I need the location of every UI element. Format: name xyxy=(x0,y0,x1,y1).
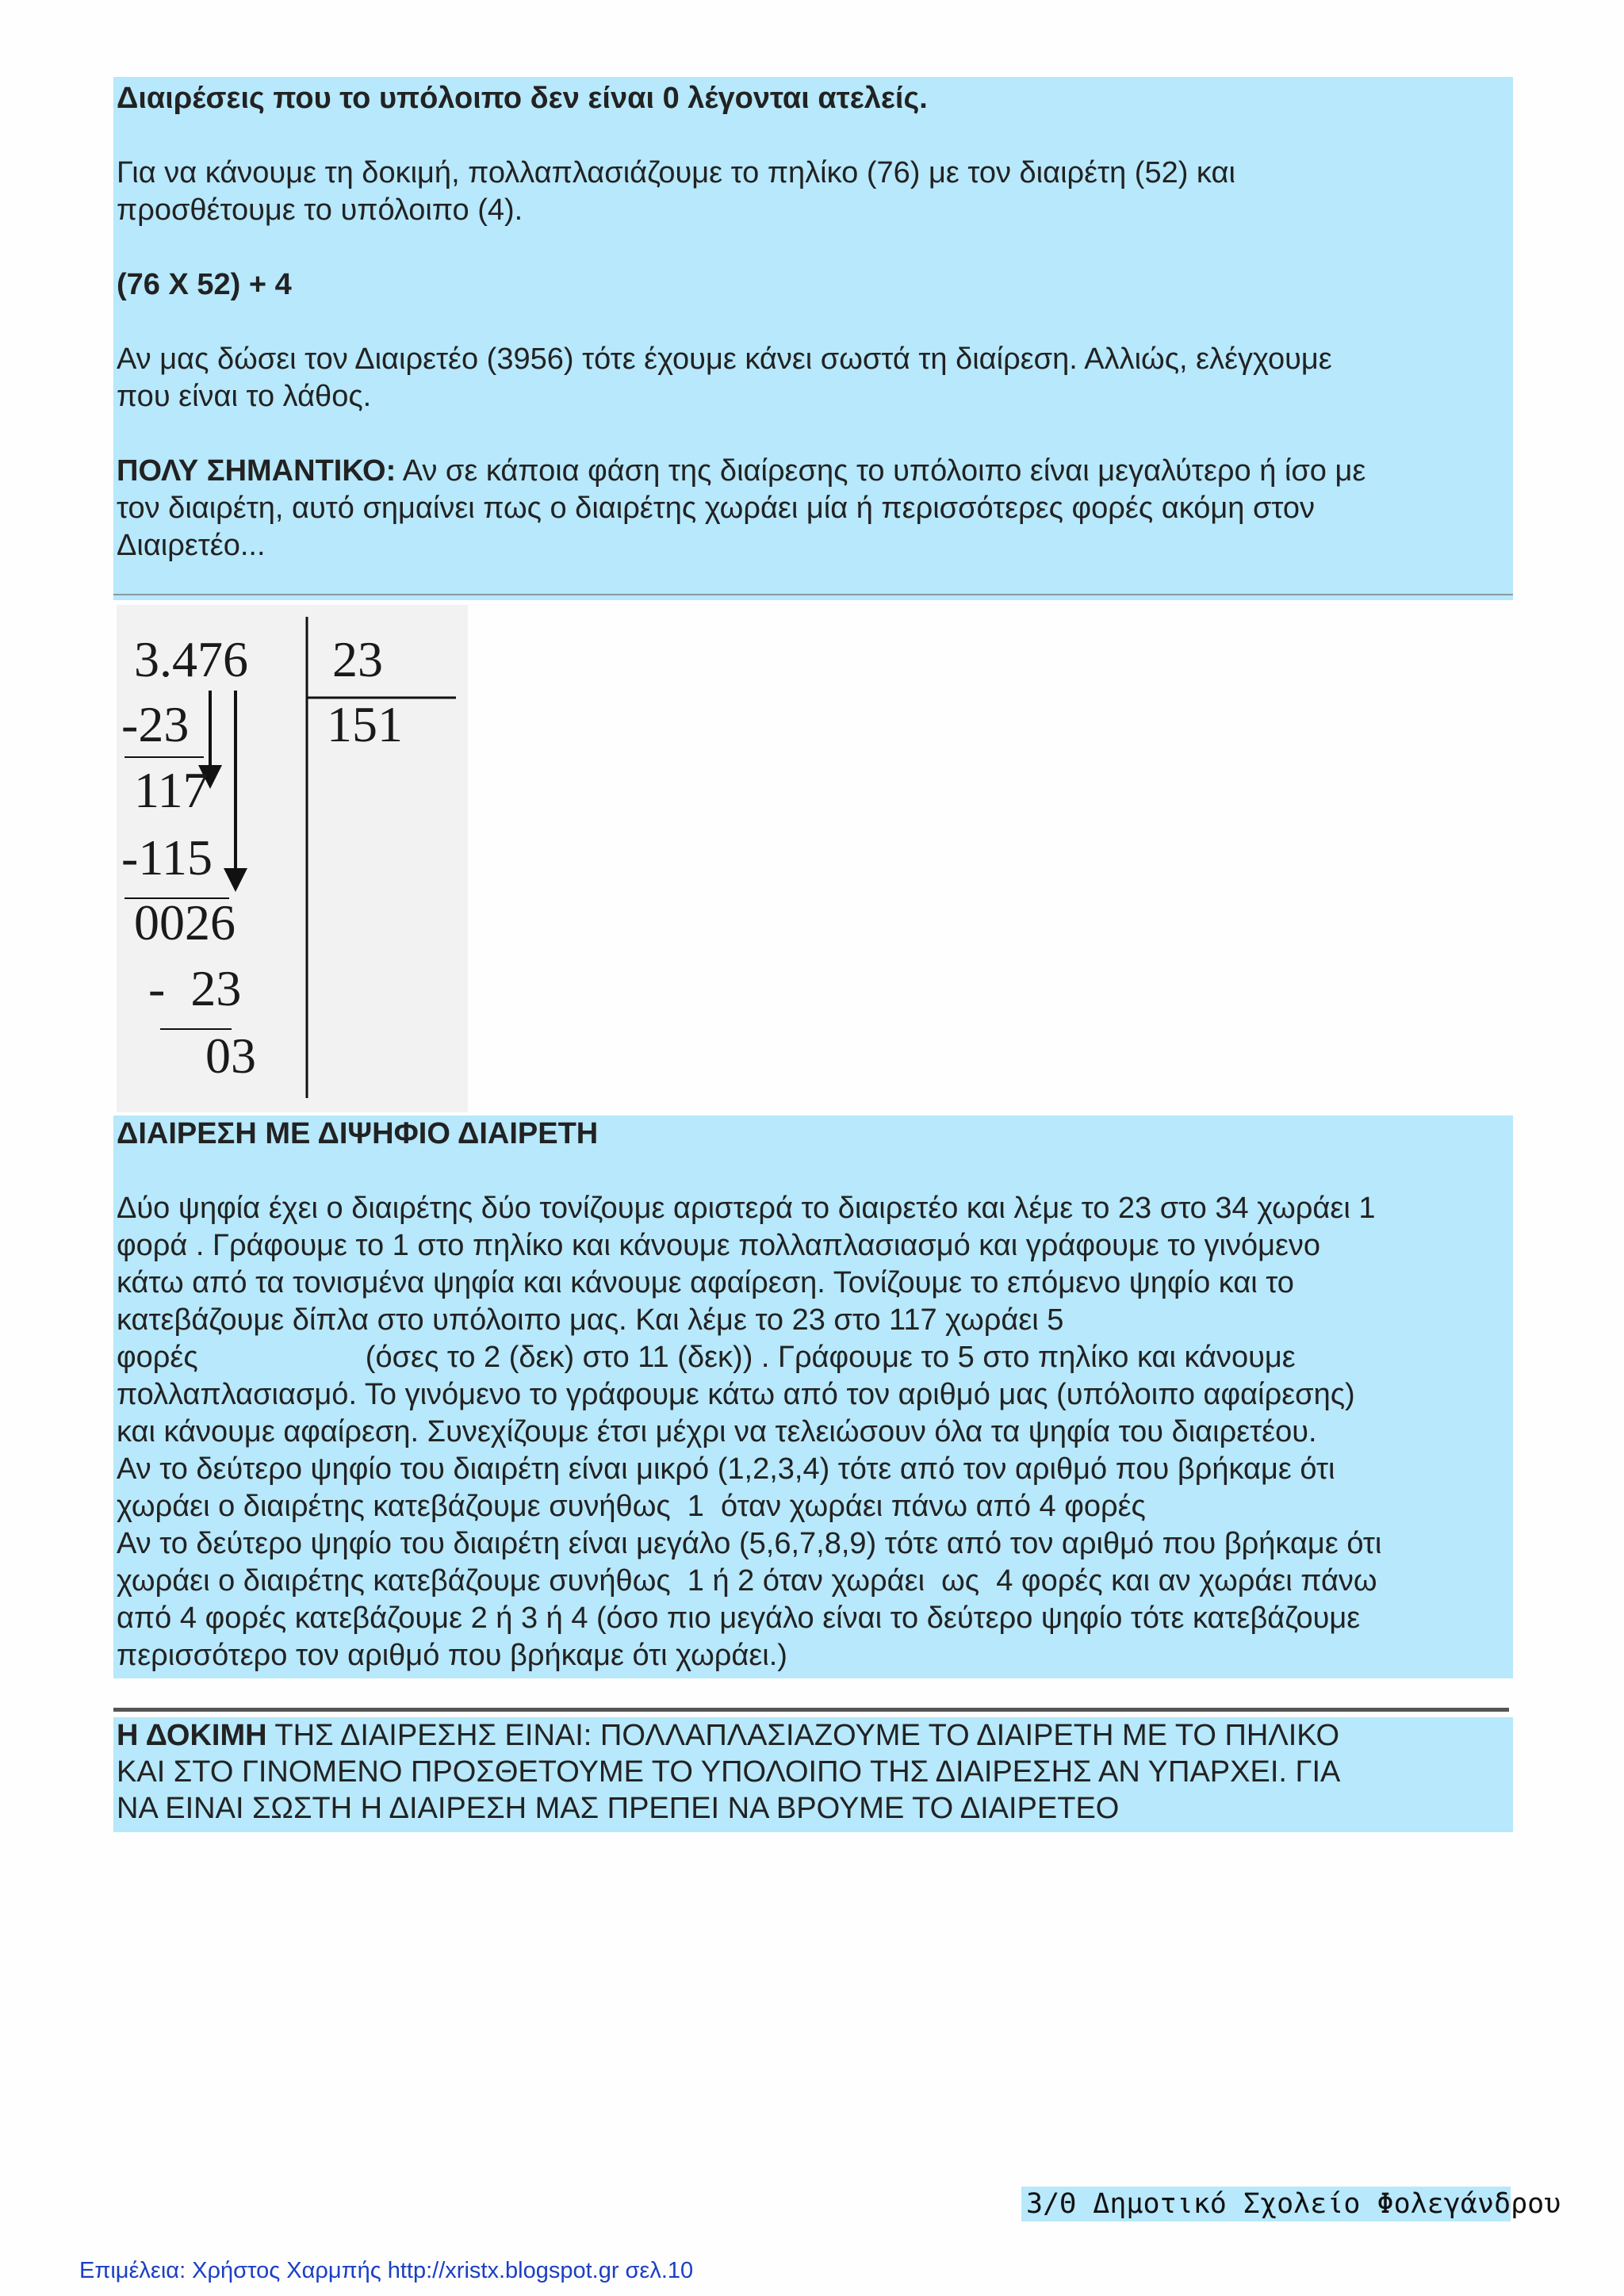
text-line: Αν το δεύτερο ψηφίο του διαιρέτη είναι μεγάλο (5,6,7,8,9) τότε από τον αριθμό που βρήκαμε ότι xyxy=(117,1527,1382,1560)
check-line: Η ΔΟΚΙΜΗ ΤΗΣ ΔΙΑΙΡΕΣΗΣ ΕΙΝΑΙ: ΠΟΛΛΑΠΛΑΣΙΑΖΟΥΜΕ ΤΟ ΔΙΑΙΡΕΤΗ ΜΕ ΤΟ ΠΗΛΙΚΟ xyxy=(117,1719,1340,1752)
important-label: ΠΟΛΥ ΣΗΜΑΝΤΙΚΟ: xyxy=(117,454,396,488)
section-heading: Διαιρέσεις που το υπόλοιπο δεν είναι 0 λέγονται ατελείς. xyxy=(117,82,928,115)
text-line: και κάνουμε αφαίρεση. Συνεχίζουμε έτσι μέχρι να τελειώσουν όλα τα ψηφία του διαιρετέου. xyxy=(117,1415,1317,1448)
check-formula: (76 Χ 52) + 4 xyxy=(117,268,292,301)
text-line: Δύο ψηφία έχει ο διαιρέτης δύο τονίζουμε αριστερά το διαιρετέο και λέμε το 23 στο 34 χωράει 1 xyxy=(117,1192,1376,1225)
text-line: χωράει ο διαιρέτης κατεβάζουμε συνήθως 1 ή 2 όταν χωράει ως 4 φορές και αν χωράει πάνω xyxy=(117,1564,1377,1598)
section-divider xyxy=(113,1708,1509,1712)
step1-subtrahend: -23 xyxy=(121,696,190,752)
text-line: Αν το δεύτερο ψηφίο του διαιρέτη είναι μικρό (1,2,3,4) τότε από τον αριθμό που βρήκαμε ότι xyxy=(117,1452,1335,1486)
long-division-example-image xyxy=(117,605,468,1112)
step3-subtrahend: - 23 xyxy=(148,960,242,1016)
check-explanation-line: προσθέτουμε το υπόλοιπο (4). xyxy=(117,193,523,227)
important-note-line: Διαιρετέο... xyxy=(117,529,266,562)
final-remainder: 03 xyxy=(205,1027,256,1084)
step2-remainder: 0026 xyxy=(134,894,236,951)
text-line: κάτω από τα τονισμένα ψηφία και κάνουμε αφαίρεση. Τονίζουμε το επόμενο ψηφίο και το xyxy=(117,1266,1294,1299)
text-line: από 4 φορές κατεβάζουμε 2 ή 3 ή 4 (όσο πιο μεγάλο είναι το δεύτερο ψηφίο τότε κατεβάζουμε xyxy=(117,1601,1361,1635)
quotient: 151 xyxy=(327,696,403,752)
section-heading: ΔΙΑΙΡΕΣΗ ΜΕ ΔΙΨΗΦΙΟ ΔΙΑΙΡΕΤΗ xyxy=(117,1117,599,1150)
incomplete-division-section xyxy=(113,77,1513,600)
check-line: ΝΑ ΕΙΝΑΙ ΣΩΣΤΗ Η ΔΙΑΙΡΕΣΗ ΜΑΣ ΠΡΕΠΕΙ ΝΑ ΒΡΟΥΜΕ ΤΟ ΔΙΑΙΡΕΤΕΟ xyxy=(117,1792,1120,1825)
division-check-section xyxy=(113,1717,1513,1832)
divisor: 23 xyxy=(332,631,383,687)
text-line: φορές (όσες το 2 (δεκ) στο 11 (δεκ)) . Γράφουμε το 5 στο πηλίκο και κάνουμε xyxy=(117,1341,1296,1374)
credits-and-page-number: Επιμέλεια: Χρήστος Χαρμπής http://xristx.blogspot.gr σελ.10 xyxy=(79,2258,694,2283)
two-digit-divisor-section xyxy=(113,1115,1513,1678)
check-explanation-line: Για να κάνουμε τη δοκιμή, πολλαπλασιάζουμε το πηλίκο (76) με τον διαιρέτη (52) και xyxy=(117,156,1235,189)
check-line: ΚΑΙ ΣΤΟ ΓΙΝΟΜΕΝΟ ΠΡΟΣΘΕΤΟΥΜΕ ΤΟ ΥΠΟΛΟΙΠΟ ΤΗΣ ΔΙΑΙΡΕΣΗΣ ΑΝ ΥΠΑΡΧΕΙ. ΓΙΑ xyxy=(117,1755,1341,1789)
text-line: χωράει ο διαιρέτης κατεβάζουμε συνήθως 1 όταν χωράει πάνω από 4 φορές xyxy=(117,1490,1146,1523)
check-label: Η ΔΟΚΙΜΗ xyxy=(117,1719,267,1752)
text-line: κατεβάζουμε δίπλα στο υπόλοιπο μας. Και λέμε το 23 στο 117 χωράει 5 xyxy=(117,1303,1064,1337)
result-line: που είναι το λάθος. xyxy=(117,380,372,413)
explanation-text xyxy=(117,1190,1508,1674)
text-line: φορά . Γράφουμε το 1 στο πηλίκο και κάνουμε πολλαπλασιασμό και γράφουμε το γινόμενο xyxy=(117,1229,1321,1262)
text-line: πολλαπλασιασμό. Το γινόμενο το γράφουμε κάτω από τον αριθμό μας (υπόλοιπο αφαίρεσης) xyxy=(117,1378,1355,1411)
school-name: 3/Θ Δημοτικό Σχολείο Φολεγάνδρου xyxy=(1021,2187,1511,2221)
important-note: ΠΟΛΥ ΣΗΜΑΝΤΙΚΟ: Αν σε κάποια φάση της διαίρεσης το υπόλοιπο είναι μεγαλύτερο ή ίσο με xyxy=(117,454,1366,488)
important-note-line: τον διαιρέτη, αυτό σημαίνει πως ο διαιρέτης χωράει μία ή περισσότερες φορές ακόμη στον xyxy=(117,492,1316,525)
step2-subtrahend: -115 xyxy=(121,829,213,886)
divider xyxy=(113,594,1513,595)
text-line: περισσότερο τον αριθμό που βρήκαμε ότι χωράει.) xyxy=(117,1639,787,1672)
step1-remainder: 117 xyxy=(134,762,209,818)
dividend: 3.476 xyxy=(134,631,248,687)
result-line: Αν μας δώσει τον Διαιρετέο (3956) τότε έχουμε κάνει σωστά τη διαίρεση. Αλλιώς, ελέγχουμε xyxy=(117,342,1332,376)
